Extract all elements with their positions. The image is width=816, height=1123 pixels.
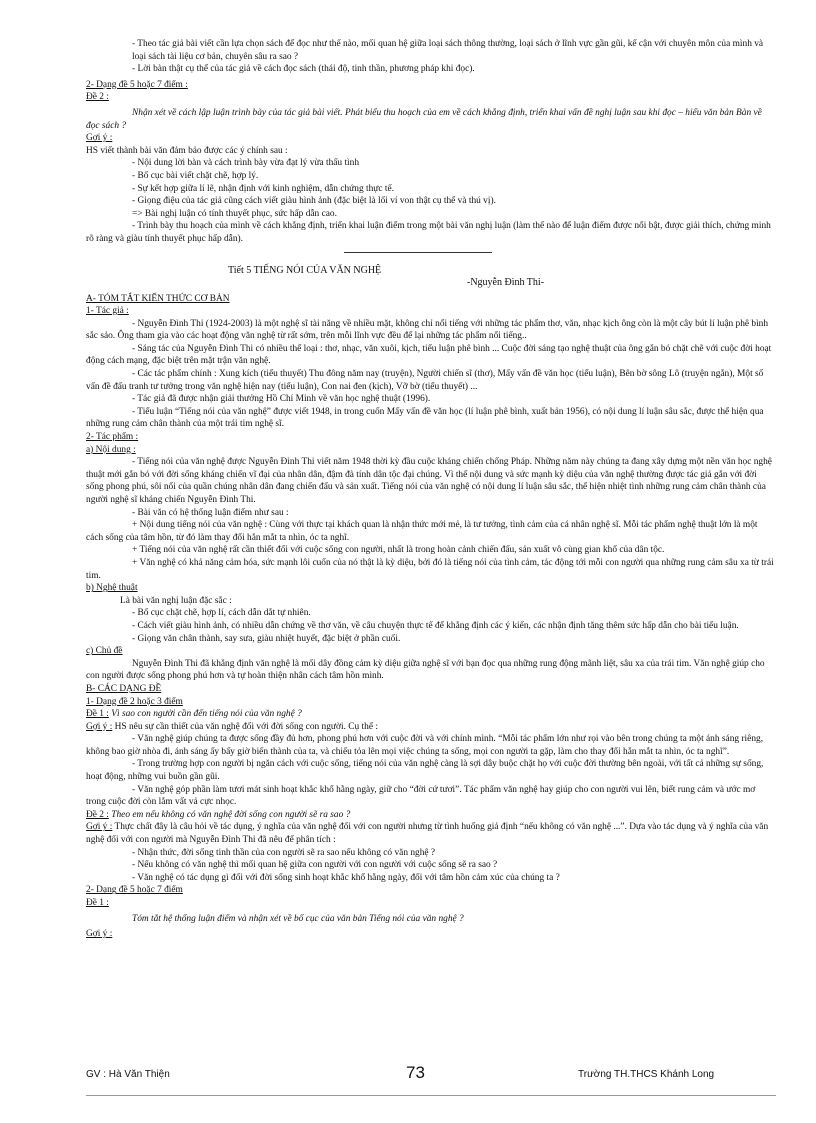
- paragraph: - Theo tác giả bài viết cần lựa chọn sách để đọc như thế nào, mối quan hệ giữa loại sách thông thường, loại sách ở lĩnh vực gần gũi, kế cận với chuyên môn của mình và loại sách tài liệu cơ bản, chuyên sâu ra sao ?: [132, 39, 764, 62]
- subsection-heading: c) Chủ đề: [86, 646, 123, 657]
- question-text: Tóm tắt hệ thống luận điểm và nhận xét về bố cục của văn bản Tiếng nói của văn nghệ ?: [132, 913, 464, 924]
- question: [86, 809, 776, 822]
- paragraph: Nguyễn Đình Thi đã khẳng định văn nghệ là mối dây đồng cảm kỳ diệu giữa nghệ sĩ với bạn đọc qua những rung động mãnh liệt, sâu xa của trái tim. Văn nghệ giúp cho con người được sống phong phú hơn và tự hoàn thiện nhân cách tâm hồn mình.: [86, 658, 765, 682]
- list-item: - Văn nghệ có tác dụng gì đối với đời sống sinh hoạt khắc khổ hằng ngày, đối với tâm hồn cảm xúc của chúng ta ?: [132, 872, 560, 883]
- subsection-heading: 1- Tác giả :: [86, 306, 129, 317]
- question-label: Đề 1 :: [86, 898, 109, 908]
- paragraph: - Nguyễn Đình Thi (1924-2003) là một nghệ sĩ tài năng về nhiều mặt, không chỉ nổi tiếng với những tác phẩm thơ, văn, nhạc kịch ông còn là một cây bút lí luận phê bình sắc sảo. Ông tham gia vào các hoạt động văn nghệ từ rất sớm, trên mỗi lĩnh vực đều để lại những tác phẩm nổi tiếng..: [86, 318, 769, 342]
- list-item: - Nhận thức, đời sống tinh thần của con người sẽ ra sao nếu không có văn nghệ ?: [132, 847, 436, 858]
- hint-label: Gợi ý :: [86, 133, 113, 144]
- subsection-heading: a) Nội dung :: [86, 444, 136, 455]
- section-heading: A- TÓM TẮT KIẾN THỨC CƠ BẢN: [86, 293, 230, 304]
- paragraph: - Tác giả đã được nhận giải thưởng Hồ Chí Minh về văn học nghệ thuật (1996).: [132, 394, 431, 405]
- list-item: => Bài nghị luận có tính thuyết phục, sức hấp dẫn cao.: [132, 208, 337, 219]
- paragraph: - Cách viết giàu hình ảnh, có nhiều dẫn chứng về thơ văn, về câu chuyện thực tế để khẳng định các ý kiến, các nhận định tăng thêm sức hấp dẫn cho bài tiểu luận.: [132, 620, 739, 631]
- question-label: Đề 2 :: [86, 809, 109, 820]
- question-text: Vì sao con người cần đến tiếng nói của văn nghệ ?: [111, 709, 302, 720]
- paragraph: - Tiểu luận “Tiếng nói của văn nghệ” được viết 1948, in trong cuốn Mấy vấn đề văn học (lí luận phê bình, xuất bản 1956), có nội dung lí luận sâu sắc, được thể hiện qua những rung cảm chân thành của một trái tim nghệ sĩ.: [86, 406, 764, 430]
- paragraph: + Nội dung tiếng nói của văn nghệ : Cùng với thực tại khách quan là nhận thức mới mẻ, là tư tưởng, tình cảm của cá nhân nghệ sĩ. Mỗi tác phẩm nghệ thuật lớn là một cách sống của tâm hồn, từ đó làm thay đổi hẳn mắt ta nhìn, óc ta nghĩ.: [86, 520, 758, 543]
- hint: [86, 821, 776, 846]
- hint-label: Gợi ý :: [86, 721, 113, 732]
- divider: [344, 252, 492, 253]
- page-number: 73: [406, 1063, 425, 1082]
- paragraph: + Văn nghệ có khả năng cảm hóa, sức mạnh lôi cuốn của nó thật là kỳ diệu, bởi đó là tiếng nói của tình cảm, tác động tới mỗi con người qua những rung cảm sâu xa từ trái tim.: [86, 557, 774, 581]
- teacher-name: GV : Hà Văn Thiện: [86, 1069, 170, 1080]
- hint-label: Gợi ý :: [86, 929, 113, 940]
- subsection-heading: b) Nghệ thuật: [86, 583, 138, 594]
- paragraph: - Tiếng nói của văn nghệ được Nguyễn Đình Thi viết năm 1948 thời kỳ đầu cuộc kháng chiến chống Pháp. Những năm này chúng ta đang xây dựng một nền văn học nghệ thuật mới gắn bó với đời sống kháng chiến vĩ đại của nhân dân, đậm đà tính dân tộc đại chúng. Vì thế nội dung và sức mạnh kỳ diệu của văn nghệ thường được tác giả gắn với đời sống phong phú, sôi nổi của quần chúng nhân dân đang chiến đấu và sản xuất. Tiếng nói của văn nghệ có nội dung lí luận sâu sắc, thể hiện nhiệt tình những rung cảm chân thành của người nghệ sĩ kháng chiến Nguyễn Đình Thi.: [86, 457, 772, 505]
- list-item: - Trong trường hợp con người bị ngăn cách với cuộc sống, tiếng nói của văn nghệ càng là sợi dây buộc chặt họ với cuộc đời thường bên ngoài, với tất cả những sự sống, hoạt động, những vui buồn gần gũi.: [86, 759, 764, 783]
- section-heading: B- CÁC DẠNG ĐỀ: [86, 683, 162, 694]
- paragraph: - Trình bày thu hoạch của mình về cách khẳng định, triển khai luận điểm trong một bài văn nghị luận (làm thế nào để luận điểm được nổi bật, được giải thích, chứng minh rõ ràng và giàu tính thuyết phục hấp dẫn).: [86, 221, 771, 244]
- question-label: Đề 2 :: [86, 92, 109, 103]
- paragraph: - Bố cục chặt chẽ, hợp lí, cách dẫn dắt tự nhiên.: [132, 608, 311, 619]
- subsection-heading: 2- Tác phẩm :: [86, 432, 139, 443]
- list-item: - Nội dung lời bàn và cách trình bày vừa đạt lý vừa thấu tình: [132, 158, 360, 169]
- paragraph: - Sáng tác của Nguyễn Đình Thi có nhiều thể loại : thơ, nhạc, văn xuôi, kịch, tiểu luận phê bình ... Cuộc đời sáng tạo nghệ thuật của ông gắn bó chặt chẽ với cuộc đời hoạt động cách mạng, đặc biệt trên mặt trận văn nghệ.: [86, 343, 772, 367]
- paragraph: + Tiếng nói của văn nghệ rất cần thiết đối với cuộc sống con người, nhất là trong hoàn cảnh chiến đấu, sản xuất vô cùng gian khổ của dân tộc.: [132, 545, 665, 556]
- section-heading: 2- Dạng đề 5 hoặc 7 điểm :: [86, 79, 188, 90]
- paragraph: Là bài văn nghị luận đặc sắc :: [120, 595, 232, 606]
- paragraph: - Giọng văn chân thành, say sưa, giàu nhiệt huyết, đặc biệt ở phần cuối.: [132, 633, 401, 644]
- lesson-author: -Nguyễn Đình Thi-: [467, 276, 545, 288]
- paragraph: HS viết thành bài văn đảm bảo được các ý chính sau :: [86, 145, 288, 156]
- hint-text: Thực chất đây là câu hỏi về tác dụng, ý nghĩa của văn nghệ đối với con người nhưng từ tình huống giả định “nếu không có văn nghệ ...”. Dựa vào tác dụng và ý nghĩa của văn nghệ đối với con người mà Nguyễn Đình Thi đã nêu để phân tích :: [86, 822, 769, 846]
- list-item: - Giọng điệu của tác giả cũng cách viết giàu hình ảnh (đặc biệt là lối ví von thật cụ thể và thú vị).: [132, 196, 496, 207]
- question-text: Theo em nếu không có văn nghệ đời sống con người sẽ ra sao ?: [111, 809, 351, 820]
- list-item: - Nếu không có văn nghệ thì mối quan hệ giữa con người với con người với cuộc sống sẽ ra sao ?: [132, 860, 498, 871]
- question-label: Đề 1 :: [86, 709, 109, 720]
- page-footer: [86, 1063, 776, 1089]
- list-item: - Bố cục bài viết chặt chẽ, hợp lý.: [132, 170, 259, 181]
- school-name: Trường TH.THCS Khánh Long: [578, 1069, 715, 1080]
- hint-text: HS nêu sự cần thiết của văn nghệ đối với đời sống con người. Cụ thể :: [114, 721, 378, 732]
- document-body: [86, 38, 776, 941]
- list-item: - Sự kết hợp giữa lí lẽ, nhận định với kinh nghiệm, dẫn chứng thực tế.: [132, 183, 394, 194]
- lesson-title-row: [86, 264, 776, 288]
- paragraph: - Các tác phẩm chính : Xung kích (tiểu thuyết) Thu đông năm nay (truyện), Người chiến sĩ (thơ), Mấy vấn đề văn học (tiểu luận), Bên bờ sông Lô (truyện ngắn), Một số vấn đề đấu tranh tư tưởng trong văn nghệ hiện nay (tiểu luận), Con nai đen (kịch), Vỡ bờ (tiểu thuyết) ...: [86, 369, 764, 392]
- question: [86, 708, 776, 721]
- paragraph: - Lời bàn thật cụ thể của tác giả về cách đọc sách (thái độ, tinh thần, phương pháp khi đọc).: [132, 64, 475, 75]
- question-text: Nhận xét về cách lập luận trình bày của tác giả bài viết. Phát biểu thu hoạch của em về cách khẳng định, triển khai vấn đề nghị luận sau khi đọc – hiểu văn bản Bàn về đọc sách ?: [86, 107, 762, 131]
- subsection-heading: 1- Dạng đề 2 hoặc 3 điểm: [86, 696, 183, 707]
- subsection-heading: 2- Dạng đề 5 hoặc 7 điểm: [86, 885, 183, 896]
- hint: [86, 721, 776, 734]
- list-item: - Văn nghệ góp phần làm tươi mát sinh hoạt khắc khổ hằng ngày, giữ cho “đời cứ tươi”. Tác phẩm văn nghệ hay giúp cho con người vui lên, biết rung cảm và ước mơ trong cuộc đời còn lắm vất vả cực nhọc.: [86, 784, 756, 808]
- list-item: - Văn nghệ giúp chúng ta được sống đầy đủ hơn, phong phú hơn với cuộc đời và với chính mình. “Mỗi tác phẩm lớn như rọi vào bên trong chúng ta một ánh sáng riêng, không bao giờ nhòa đi, ánh sáng ấy bấy giờ biến thành của ta, và chiếu tỏa lên mọi việc chúng ta sống, mọi con người ta gặp, làm cho thay đổi hẳn mắt ta nhìn, óc ta nghĩ”.: [86, 734, 764, 757]
- paragraph: - Bài văn có hệ thống luận điểm như sau :: [132, 507, 289, 518]
- hint-label: Gợi ý :: [86, 822, 113, 833]
- footer-rule: [86, 1095, 776, 1096]
- lesson-title: Tiết 5 TIẾNG NÓI CỦA VĂN NGHỆ: [228, 264, 382, 276]
